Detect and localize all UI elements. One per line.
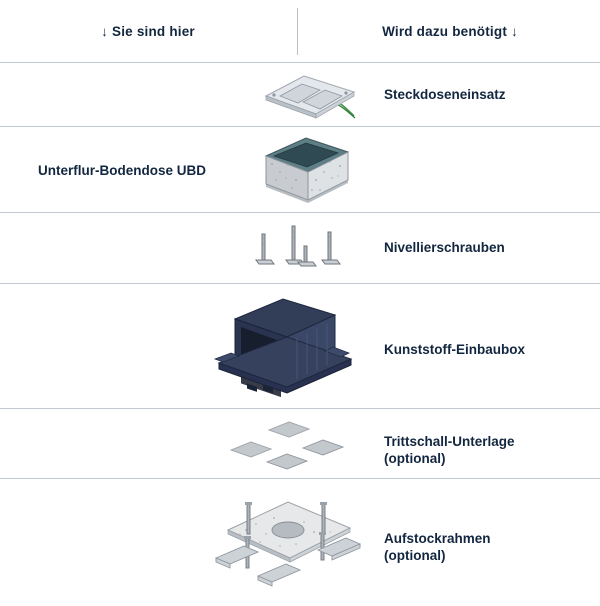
impact-sound-pads-icon	[225, 416, 355, 472]
row-label-text: Unterflur-Bodendose UBD	[38, 163, 206, 178]
row-label-text: Steckdoseneinsatz	[384, 87, 506, 102]
row-label-text: Aufstockrahmen	[384, 531, 491, 546]
row-aufstockrahmen	[0, 478, 600, 606]
row-label-text: Nivellierschrauben	[384, 240, 505, 255]
row-sublabel-text: (optional)	[384, 548, 446, 563]
diagram-header	[0, 0, 600, 62]
plastic-mounting-box-icon	[205, 293, 365, 398]
extension-frame-icon	[200, 486, 375, 596]
row-label-nivellierschrauben	[384, 239, 505, 256]
row-label-steckdoseneinsatz	[384, 86, 506, 103]
row-label-text: Kunststoff-Einbaubox	[384, 342, 525, 357]
row-label-aufstockrahmen	[384, 530, 491, 564]
row-label-kunststoff-einbaubox	[384, 341, 525, 358]
header-left-label: ↓ Sie sind hier	[101, 24, 195, 39]
row-label-text: Trittschall-Unterlage	[384, 434, 515, 449]
levelling-screws-icon	[248, 224, 352, 274]
socket-insert-icon	[258, 70, 368, 122]
row-trittschall-unterlage	[0, 408, 600, 478]
row-label-trittschall-unterlage	[384, 433, 515, 467]
floor-box-icon	[252, 134, 362, 208]
row-sublabel-text: (optional)	[384, 451, 446, 466]
row-kunststoff-einbaubox	[0, 283, 600, 408]
row-unterflur-bodendose	[0, 126, 600, 212]
header-vertical-divider	[297, 8, 298, 55]
header-right-label: Wird dazu benötigt ↓	[382, 24, 518, 39]
row-label-unterflur-bodendose	[38, 162, 206, 179]
row-nivellierschrauben	[0, 212, 600, 283]
row-steckdoseneinsatz	[0, 62, 600, 126]
